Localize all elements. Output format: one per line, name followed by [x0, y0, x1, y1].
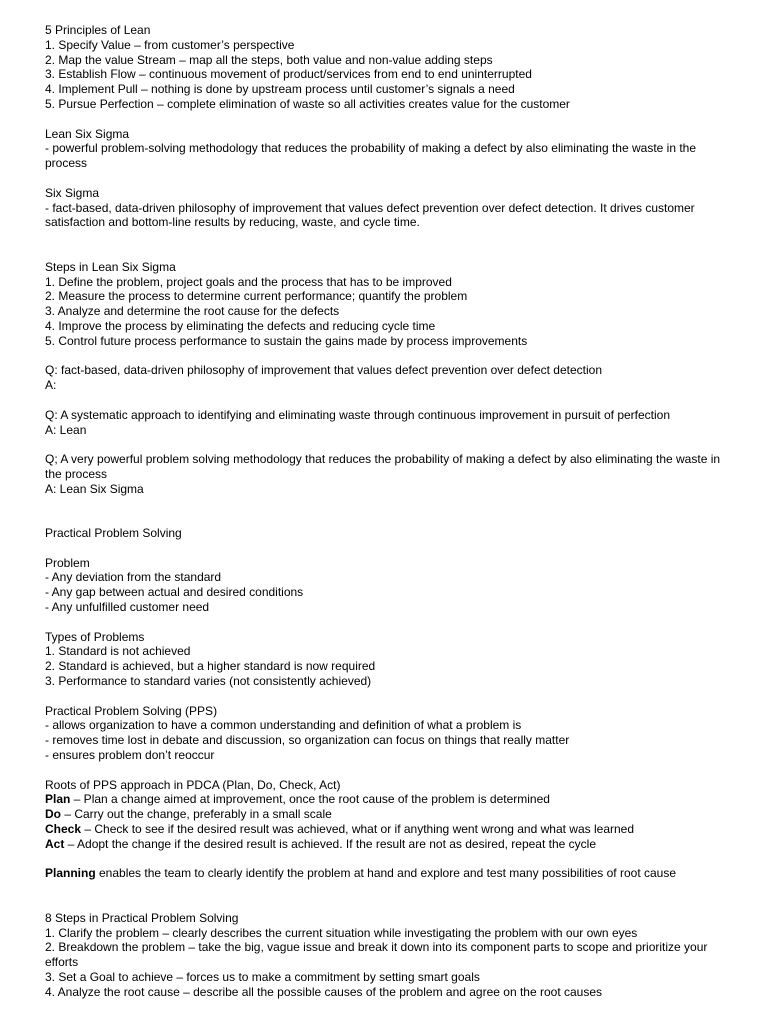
answer: A: Lean — [45, 422, 87, 437]
lean-six-sigma-section — [45, 127, 728, 171]
pdca-item-do — [45, 807, 728, 822]
six-sigma-definition: - fact-based, data-driven philosophy of improvement that values defect prevention over defect detection. It drives customer satisfaction and bottom-line results by reducing, waste, and cycle time. — [45, 200, 695, 230]
pps-title: Practical Problem Solving (PPS) — [45, 703, 218, 718]
list-item: 2. Measure the process to determine current performance; quantify the problem — [45, 289, 468, 304]
answer: A: — [45, 378, 57, 393]
list-item: - Any unfulfilled customer need — [45, 600, 210, 615]
lean-six-sigma-definition: - powerful problem-solving methodology that reduces the probability of making a defect by also eliminating the waste in the process — [45, 141, 697, 171]
list-item: 5. Pursue Perfection – complete elimination of waste so all activities creates value for the customer — [45, 96, 570, 111]
pdca-item-act — [45, 837, 728, 852]
pdca-item-check — [45, 822, 728, 837]
qa-item — [45, 452, 728, 496]
list-item: - ensures problem don’t reoccur — [45, 748, 215, 763]
lean-principles-title: 5 Principles of Lean — [45, 23, 151, 37]
list-item: 2. Breakdown the problem – take the big, vague issue and break it down into its component parts to scope and prioritize your efforts — [45, 940, 708, 970]
question: Q: A systematic approach to identifying and eliminating waste through continuous improvement in pursuit of perfection — [45, 407, 671, 422]
list-item: - Any gap between actual and desired conditions — [45, 585, 304, 600]
list-item: 4. Improve the process by eliminating the defects and reducing cycle time — [45, 318, 436, 333]
qa-item — [45, 363, 728, 393]
list-item: 1. Clarify the problem – clearly describes the current situation while investigating the problem with our own eyes — [45, 925, 638, 940]
pdca-text: – Adopt the change if the desired result is achieved. If the result are not as desired, repeat the cycle — [64, 836, 596, 851]
pdca-text: – Plan a change aimed at improvement, once the root cause of the problem is determined — [70, 792, 550, 807]
six-sigma-title: Six Sigma — [45, 185, 100, 200]
list-item: 3. Establish Flow – continuous movement of product/services from end to end uninterrupted — [45, 67, 532, 82]
list-item: 2. Standard is achieved, but a higher standard is now required — [45, 659, 376, 674]
planning-line — [45, 866, 728, 881]
answer: A: Lean Six Sigma — [45, 481, 144, 496]
problem-section — [45, 556, 728, 615]
planning-section — [45, 866, 728, 881]
steps-section — [45, 260, 728, 349]
list-item: 5. Control future process performance to sustain the gains made by process improvements — [45, 333, 528, 348]
list-item: 4. Analyze the root cause – describe all the possible causes of the problem and agree on the root causes — [45, 984, 603, 999]
lean-principles-section — [45, 23, 728, 112]
types-section — [45, 630, 728, 689]
pps-heading: Practical Problem Solving — [45, 526, 182, 541]
list-item: 2. Map the value Stream – map all the steps, both value and non-value adding steps — [45, 52, 493, 67]
pdca-term: Check — [45, 822, 82, 837]
problem-title: Problem — [45, 555, 90, 570]
list-item: 3. Set a Goal to achieve – forces us to make a commitment by setting smart goals — [45, 970, 480, 984]
pps-heading-section — [45, 526, 728, 541]
pdca-text: – Carry out the change, preferably in a small scale — [61, 807, 332, 822]
list-item: 4. Implement Pull – nothing is done by upstream process until customer’s signals a need — [45, 82, 515, 97]
list-item: 1. Standard is not achieved — [45, 644, 191, 659]
eight-steps-section — [45, 911, 728, 1000]
planning-text: enables the team to clearly identify the problem at hand and explore and test many possibilities of root cause — [95, 866, 677, 881]
lean-six-sigma-title: Lean Six Sigma — [45, 126, 130, 141]
question: Q: fact-based, data-driven philosophy of improvement that values defect prevention over defect detection — [45, 363, 602, 378]
planning-term: Planning — [45, 866, 96, 881]
list-item: 1. Specify Value – from customer’s perspective — [45, 37, 295, 52]
list-item: - removes time lost in debate and discussion, so organization can focus on things that really matter — [45, 733, 570, 748]
six-sigma-section — [45, 186, 728, 230]
list-item: 3. Performance to standard varies (not consistently achieved) — [45, 674, 372, 689]
pdca-term: Do — [45, 807, 61, 822]
steps-title: Steps in Lean Six Sigma — [45, 259, 176, 274]
pdca-text: – Check to see if the desired result was achieved, what or if anything went wrong and what was learned — [81, 822, 635, 837]
pps-section — [45, 704, 728, 763]
list-item: 3. Analyze and determine the root cause for the defects — [45, 304, 340, 319]
pdca-section — [45, 778, 728, 852]
list-item: - allows organization to have a common understanding and definition of what a problem is — [45, 718, 522, 733]
list-item: 1. Define the problem, project goals and the process that has to be improved — [45, 274, 452, 289]
question: Q; A very powerful problem solving methodology that reduces the probability of making a defect by also eliminating the waste in the process — [45, 452, 721, 481]
list-item: - Any deviation from the standard — [45, 570, 222, 585]
qa-item — [45, 408, 728, 438]
pdca-term: Plan — [45, 792, 71, 807]
types-title: Types of Problems — [45, 629, 145, 644]
pdca-title: Roots of PPS approach in PDCA (Plan, Do, Check, Act) — [45, 777, 341, 792]
pdca-item-plan — [45, 792, 728, 807]
pdca-term: Act — [45, 836, 65, 851]
eight-steps-title: 8 Steps in Practical Problem Solving — [45, 910, 239, 925]
